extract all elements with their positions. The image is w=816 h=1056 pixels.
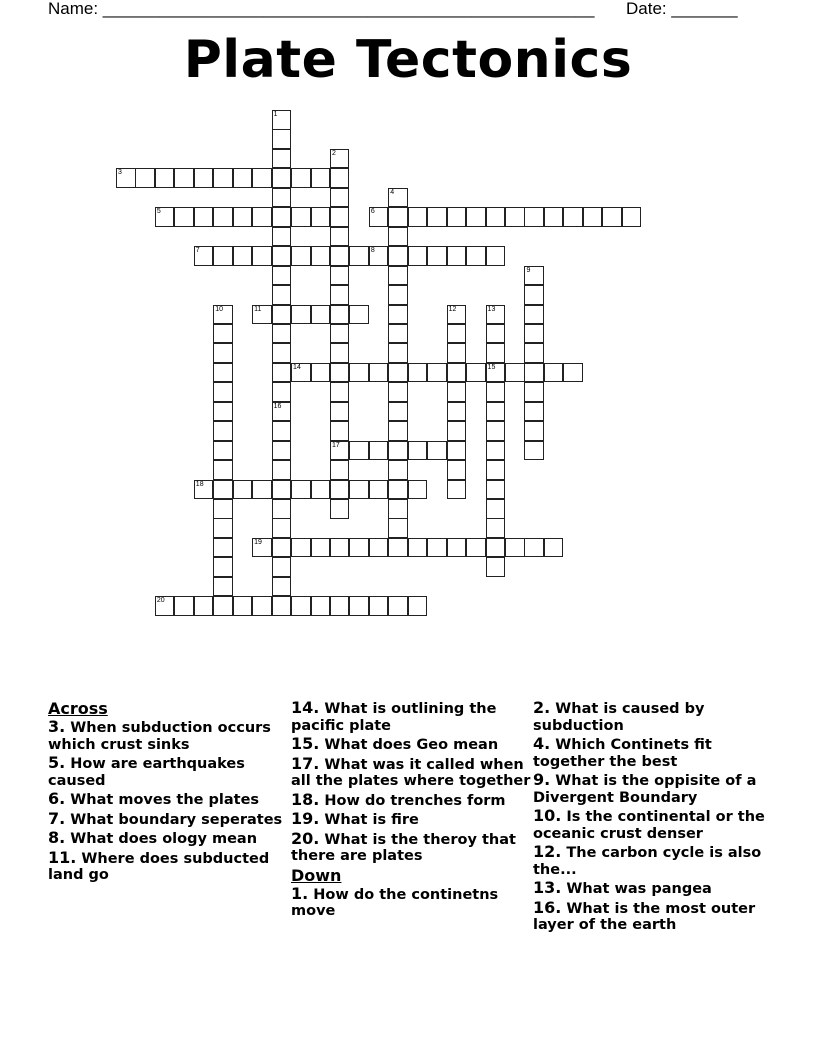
- clue-across-14: 14. What is outlining the pacific plate: [291, 698, 497, 734]
- clue-across-17: 17. What was it called when all the plates where together: [291, 753, 531, 789]
- clue-number: 12: [448, 305, 457, 313]
- clue-number: 11: [254, 305, 262, 313]
- grid-cell[interactable]: [330, 596, 350, 616]
- grid-cell[interactable]: [388, 460, 408, 480]
- grid-cell[interactable]: [349, 305, 369, 325]
- grid-cell[interactable]: [330, 227, 350, 247]
- grid-cell[interactable]: [272, 460, 292, 480]
- grid-cell[interactable]: [213, 168, 233, 188]
- clue-down-10: 10. Is the continental or the oceanic crust denser: [533, 806, 765, 842]
- grid-cell[interactable]: [272, 402, 292, 422]
- grid-cell[interactable]: [330, 246, 350, 266]
- grid-cell[interactable]: [272, 110, 292, 130]
- grid-cell[interactable]: [486, 480, 506, 500]
- grid-cell[interactable]: [233, 246, 253, 266]
- grid-cell[interactable]: [486, 499, 506, 519]
- grid-cell[interactable]: [447, 246, 467, 266]
- name-field[interactable]: Name: ____________________________________________________: [48, 0, 595, 18]
- grid-cell[interactable]: [563, 363, 583, 383]
- grid-cell[interactable]: [369, 538, 389, 558]
- grid-cell[interactable]: [213, 557, 233, 577]
- grid-cell[interactable]: [330, 402, 350, 422]
- grid-cell[interactable]: [272, 421, 292, 441]
- grid-cell[interactable]: [272, 557, 292, 577]
- clue-down-16: 16. What is the most outer layer of the earth: [533, 897, 756, 933]
- grid-cell[interactable]: [505, 363, 525, 383]
- clue-number: 5: [156, 208, 161, 216]
- grid-cell[interactable]: [505, 207, 525, 227]
- grid-cell[interactable]: [388, 285, 408, 305]
- clue-across-20: 20. What is the theroy that there are plates: [291, 828, 516, 864]
- grid-cell[interactable]: [486, 421, 506, 441]
- grid-cell[interactable]: [194, 596, 214, 616]
- grid-cell[interactable]: [408, 538, 428, 558]
- clue-number: 18: [195, 480, 204, 488]
- down-heading: Down: [291, 865, 342, 885]
- grid-cell[interactable]: [213, 480, 233, 500]
- grid-cell[interactable]: [272, 285, 292, 305]
- grid-cell[interactable]: [544, 207, 564, 227]
- grid-cell[interactable]: [116, 168, 136, 188]
- grid-cell[interactable]: [330, 266, 350, 286]
- grid-cell[interactable]: [486, 402, 506, 422]
- grid-cell[interactable]: [213, 421, 233, 441]
- grid-cell[interactable]: [194, 246, 214, 266]
- grid-cell[interactable]: [349, 480, 369, 500]
- clue-number: 9: [526, 266, 531, 274]
- grid-cell[interactable]: [466, 246, 486, 266]
- grid-cell[interactable]: [408, 480, 428, 500]
- grid-cell[interactable]: [349, 441, 369, 461]
- clue-across-15: 15. What does Geo mean: [291, 734, 499, 753]
- grid-cell[interactable]: [524, 402, 544, 422]
- grid-cell[interactable]: [447, 402, 467, 422]
- grid-cell[interactable]: [213, 402, 233, 422]
- clue-column-2: [291, 700, 531, 922]
- grid-cell[interactable]: [213, 441, 233, 461]
- clue-number: 17: [331, 441, 340, 449]
- grid-cell[interactable]: [524, 382, 544, 402]
- grid-cell[interactable]: [427, 363, 447, 383]
- grid-cell[interactable]: [388, 382, 408, 402]
- grid-cell[interactable]: [466, 363, 486, 383]
- clue-down-2: 2. What is caused by subduction: [533, 698, 705, 734]
- grid-cell[interactable]: [486, 305, 506, 325]
- grid-cell[interactable]: [369, 207, 389, 227]
- grid-cell[interactable]: [524, 305, 544, 325]
- grid-cell[interactable]: [544, 363, 564, 383]
- grid-cell[interactable]: [272, 129, 292, 149]
- grid-cell[interactable]: [524, 343, 544, 363]
- grid-cell[interactable]: [447, 207, 467, 227]
- grid-cell[interactable]: [602, 207, 622, 227]
- grid-cell[interactable]: [486, 557, 506, 577]
- grid-cell[interactable]: [408, 246, 428, 266]
- clue-number: 3: [118, 169, 122, 177]
- grid-cell[interactable]: [272, 207, 292, 227]
- grid-cell[interactable]: [213, 343, 233, 363]
- grid-cell[interactable]: [272, 149, 292, 169]
- grid-cell[interactable]: [194, 168, 214, 188]
- grid-cell[interactable]: [291, 363, 311, 383]
- grid-cell[interactable]: [213, 577, 233, 597]
- grid-cell[interactable]: [135, 168, 155, 188]
- grid-cell[interactable]: [213, 305, 233, 325]
- grid-cell[interactable]: [486, 518, 506, 538]
- grid-cell[interactable]: [252, 168, 272, 188]
- grid-cell[interactable]: [524, 421, 544, 441]
- grid-cell[interactable]: [291, 246, 311, 266]
- grid-cell[interactable]: [272, 324, 292, 344]
- grid-cell[interactable]: [330, 441, 350, 461]
- grid-cell[interactable]: [524, 538, 544, 558]
- grid-cell[interactable]: [272, 441, 292, 461]
- clue-number: 6: [370, 208, 375, 216]
- grid-cell[interactable]: [252, 305, 272, 325]
- grid-cell[interactable]: [311, 538, 331, 558]
- grid-cell[interactable]: [408, 441, 428, 461]
- grid-cell[interactable]: [486, 324, 506, 344]
- grid-cell[interactable]: [252, 596, 272, 616]
- clue-down-12: 12. The carbon cycle is also the...: [533, 842, 762, 878]
- grid-cell[interactable]: [486, 343, 506, 363]
- grid-cell[interactable]: [291, 538, 311, 558]
- grid-cell[interactable]: [388, 480, 408, 500]
- grid-cell[interactable]: [311, 480, 331, 500]
- grid-cell[interactable]: [174, 207, 194, 227]
- grid-cell[interactable]: [369, 363, 389, 383]
- clue-number: 8: [370, 247, 375, 255]
- clue-across-6: 6. What moves the plates: [48, 789, 260, 808]
- clue-down-13: 13. What was pangea: [533, 878, 712, 897]
- grid-cell[interactable]: [272, 227, 292, 247]
- clue-number: 13: [487, 305, 496, 313]
- grid-cell[interactable]: [311, 246, 331, 266]
- grid-cell[interactable]: [330, 188, 350, 208]
- grid-cell[interactable]: [388, 207, 408, 227]
- grid-cell[interactable]: [447, 538, 467, 558]
- grid-cell[interactable]: [330, 305, 350, 325]
- grid-cell[interactable]: [330, 324, 350, 344]
- grid-cell[interactable]: [330, 480, 350, 500]
- grid-cell[interactable]: [155, 168, 175, 188]
- grid-cell[interactable]: [388, 246, 408, 266]
- grid-cell[interactable]: [388, 266, 408, 286]
- grid-cell[interactable]: [213, 518, 233, 538]
- grid-cell[interactable]: [311, 596, 331, 616]
- grid-cell[interactable]: [291, 207, 311, 227]
- grid-cell[interactable]: [213, 538, 233, 558]
- date-field[interactable]: Date: _______: [626, 0, 738, 18]
- grid-cell[interactable]: [311, 363, 331, 383]
- grid-cell[interactable]: [349, 246, 369, 266]
- grid-cell[interactable]: [272, 266, 292, 286]
- grid-cell[interactable]: [272, 188, 292, 208]
- grid-cell[interactable]: [583, 207, 603, 227]
- grid-cell[interactable]: [622, 207, 642, 227]
- grid-cell[interactable]: [349, 538, 369, 558]
- clue-column-3: [533, 700, 773, 936]
- grid-cell[interactable]: [447, 343, 467, 363]
- grid-cell[interactable]: [233, 207, 253, 227]
- grid-cell[interactable]: [486, 246, 506, 266]
- grid-cell[interactable]: [272, 499, 292, 519]
- grid-cell[interactable]: [524, 266, 544, 286]
- grid-cell[interactable]: [272, 538, 292, 558]
- grid-cell[interactable]: [291, 168, 311, 188]
- page-title: Plate Tectonics: [183, 30, 633, 90]
- clue-down-1: 1. How do the continetns move: [291, 883, 499, 919]
- grid-cell[interactable]: [388, 596, 408, 616]
- grid-cell[interactable]: [388, 441, 408, 461]
- grid-cell[interactable]: [272, 305, 292, 325]
- grid-cell[interactable]: [524, 207, 544, 227]
- grid-cell[interactable]: [330, 363, 350, 383]
- grid-cell[interactable]: [388, 363, 408, 383]
- grid-cell[interactable]: [272, 343, 292, 363]
- grid-cell[interactable]: [524, 285, 544, 305]
- clue-column-1: [48, 700, 288, 886]
- clue-across-18: 18. How do trenches form: [291, 789, 506, 809]
- clue-number: 15: [487, 363, 496, 371]
- grid-cell[interactable]: [213, 382, 233, 402]
- grid-cell[interactable]: [388, 188, 408, 208]
- grid-cell[interactable]: [563, 207, 583, 227]
- clue-number: 1: [273, 111, 278, 118]
- grid-cell[interactable]: [330, 149, 350, 169]
- clue-number: 2: [331, 149, 336, 157]
- grid-cell[interactable]: [330, 168, 350, 188]
- grid-cell[interactable]: [369, 246, 389, 266]
- grid-cell[interactable]: [369, 441, 389, 461]
- grid-cell[interactable]: [330, 285, 350, 305]
- grid-cell[interactable]: [252, 480, 272, 500]
- grid-cell[interactable]: [427, 246, 447, 266]
- grid-cell[interactable]: [291, 480, 311, 500]
- grid-cell[interactable]: [252, 207, 272, 227]
- grid-cell[interactable]: [388, 227, 408, 247]
- grid-cell[interactable]: [233, 168, 253, 188]
- grid-cell[interactable]: [330, 382, 350, 402]
- grid-cell[interactable]: [447, 324, 467, 344]
- grid-cell[interactable]: [174, 168, 194, 188]
- grid-cell[interactable]: [388, 538, 408, 558]
- grid-cell[interactable]: [272, 246, 292, 266]
- clue-across-19: 19. What is fire: [291, 809, 419, 828]
- grid-cell[interactable]: [252, 538, 272, 558]
- grid-cell[interactable]: [388, 402, 408, 422]
- across-heading: Across: [48, 699, 108, 718]
- clue-number: 19: [254, 538, 262, 546]
- grid-cell[interactable]: [330, 460, 350, 480]
- grid-cell[interactable]: [447, 305, 467, 325]
- grid-cell[interactable]: [427, 538, 447, 558]
- grid-cell[interactable]: [252, 246, 272, 266]
- grid-cell[interactable]: [194, 207, 214, 227]
- grid-cell[interactable]: [447, 441, 467, 461]
- grid-cell[interactable]: [524, 441, 544, 461]
- grid-cell[interactable]: [311, 305, 331, 325]
- grid-cell[interactable]: [486, 460, 506, 480]
- grid-cell[interactable]: [388, 305, 408, 325]
- grid-cell[interactable]: [213, 363, 233, 383]
- grid-cell[interactable]: [369, 480, 389, 500]
- grid-cell[interactable]: [272, 480, 292, 500]
- grid-cell[interactable]: [544, 538, 564, 558]
- grid-cell[interactable]: [311, 168, 331, 188]
- grid-cell[interactable]: [447, 480, 467, 500]
- grid-cell[interactable]: [155, 596, 175, 616]
- grid-cell[interactable]: [486, 538, 506, 558]
- grid-cell[interactable]: [213, 499, 233, 519]
- grid-cell[interactable]: [233, 596, 253, 616]
- grid-cell[interactable]: [330, 538, 350, 558]
- grid-cell[interactable]: [194, 480, 214, 500]
- grid-cell[interactable]: [272, 363, 292, 383]
- grid-cell[interactable]: [524, 363, 544, 383]
- grid-cell[interactable]: [388, 499, 408, 519]
- grid-cell[interactable]: [427, 207, 447, 227]
- clue-across-8: 8. What does ology mean: [48, 828, 258, 847]
- grid-cell[interactable]: [427, 441, 447, 461]
- grid-cell[interactable]: [213, 324, 233, 344]
- grid-cell[interactable]: [272, 596, 292, 616]
- clue-number: 14: [293, 363, 301, 371]
- grid-cell[interactable]: [388, 421, 408, 441]
- grid-cell[interactable]: [447, 363, 467, 383]
- grid-cell[interactable]: [330, 421, 350, 441]
- grid-cell[interactable]: [272, 577, 292, 597]
- grid-cell[interactable]: [524, 324, 544, 344]
- grid-cell[interactable]: [291, 305, 311, 325]
- clue-across-3: 3. When subduction occurs which crust sinks: [48, 717, 271, 753]
- grid-cell[interactable]: [311, 207, 331, 227]
- clue-down-9: 9. What is the oppisite of a Divergent Boundary: [533, 770, 757, 806]
- grid-cell[interactable]: [505, 538, 525, 558]
- grid-cell[interactable]: [272, 168, 292, 188]
- grid-cell[interactable]: [155, 207, 175, 227]
- grid-cell[interactable]: [447, 382, 467, 402]
- grid-cell[interactable]: [408, 207, 428, 227]
- grid-cell[interactable]: [272, 382, 292, 402]
- grid-cell[interactable]: [447, 460, 467, 480]
- grid-cell[interactable]: [369, 596, 389, 616]
- grid-cell[interactable]: [213, 596, 233, 616]
- grid-cell[interactable]: [272, 518, 292, 538]
- clue-number: 10: [215, 305, 224, 313]
- clue-number: 7: [195, 247, 200, 255]
- clue-across-7: 7. What boundary seperates: [48, 808, 283, 828]
- clue-across-11: 11. Where does subducted land go: [48, 847, 270, 883]
- clue-across-5: 5. How are earthquakes caused: [48, 753, 245, 789]
- grid-cell[interactable]: [388, 518, 408, 538]
- grid-cell[interactable]: [447, 421, 467, 441]
- grid-cell[interactable]: [466, 538, 486, 558]
- grid-cell[interactable]: [213, 207, 233, 227]
- grid-cell[interactable]: [174, 596, 194, 616]
- grid-cell[interactable]: [233, 480, 253, 500]
- grid-cell[interactable]: [486, 363, 506, 383]
- clue-number: 16: [273, 402, 282, 410]
- grid-cell[interactable]: [486, 207, 506, 227]
- grid-cell[interactable]: [486, 441, 506, 461]
- grid-cell[interactable]: [388, 343, 408, 363]
- grid-cell[interactable]: [349, 596, 369, 616]
- grid-cell[interactable]: [330, 343, 350, 363]
- grid-cell[interactable]: [349, 363, 369, 383]
- grid-cell[interactable]: [291, 596, 311, 616]
- grid-cell[interactable]: [408, 363, 428, 383]
- clue-down-4: 4. Which Continets fit together the best: [533, 734, 712, 770]
- grid-cell[interactable]: [213, 460, 233, 480]
- grid-cell[interactable]: [330, 207, 350, 227]
- grid-cell[interactable]: [486, 382, 506, 402]
- clue-number: 4: [390, 188, 395, 196]
- grid-cell[interactable]: [466, 207, 486, 227]
- grid-cell[interactable]: [213, 246, 233, 266]
- grid-cell[interactable]: [408, 596, 428, 616]
- grid-cell[interactable]: [388, 324, 408, 344]
- grid-cell[interactable]: [330, 499, 350, 519]
- clue-number: 20: [156, 597, 165, 605]
